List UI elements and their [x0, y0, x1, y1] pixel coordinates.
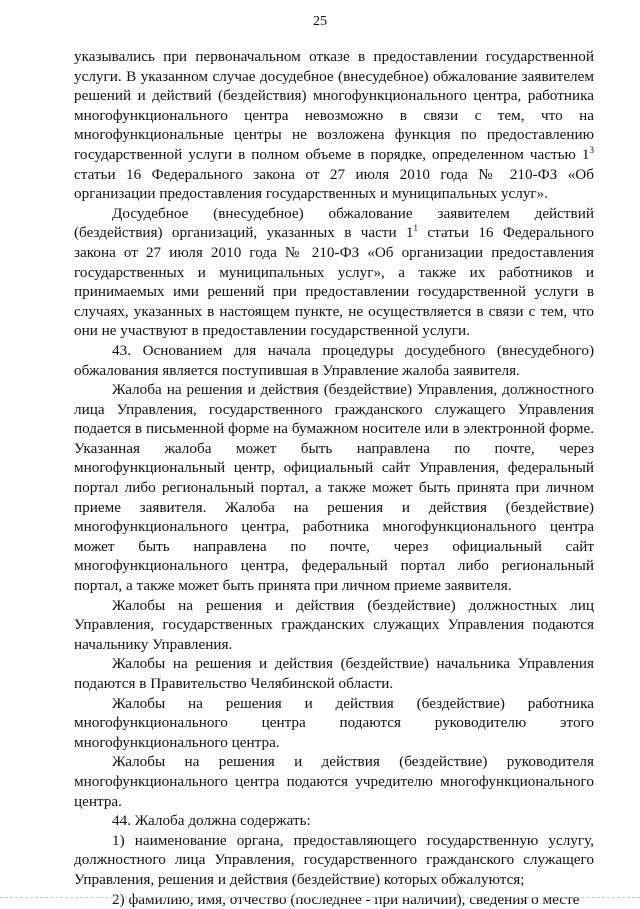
- paragraph-text: Жалобы на решения и действия (бездействие) работника многофункционального центра подаются руководителю этого многофункционального центра.: [74, 694, 594, 751]
- paragraph: [74, 811, 594, 831]
- paragraph-text: указывались при первоначальном отказе в предоставлении государственной услуги. В указанном случае досудебное (внесудебное) обжалование заявителем решений и действий (бездействия) многофункционального центра, работника многофункционального центра невозможно в связи с тем, что на многофункциональные центры не возложена функция по предоставлению государственной услуги в полном объеме в порядке, определенном частью 1: [74, 48, 594, 163]
- paragraph-text: Досудебное (внесудебное) обжалование заявителем действий (бездействия) организаций, указанных в части 1: [74, 204, 594, 242]
- paragraph-text: Жалобы на решения и действия (бездействие) должностных лиц Управления, государственных гражданских служащих Управления подаются начальнику Управления.: [74, 596, 594, 653]
- paragraph-text: Жалоба на решения и действия (бездействие) Управления, должностного лица Управления, государственного гражданского служащего Управления подается в письменной форме на бумажном носителе или в электронной форме. Указанная жалоба может быть направлена по почте, через многофункциональный центр, официальный сайт Управления, федеральный портал либо региональный портал, а также может быть принята при личном приеме заявителя. Жалоба на решения и действия (бездействие) многофункционального центра, работника многофункционального центра может быть направлена по почте, через официальный сайт многофункционального центра, федеральный портал либо региональный портал, а также может быть принята при личном приеме заявителя.: [74, 381, 594, 595]
- paragraph: [74, 380, 594, 596]
- paragraph-text: статьи 16 Федерального закона от 27 июля 2010 года № 210-ФЗ «Об организации предоставления государственных и муниципальных услуг», а также их работников и принимаемых ими решений при предоставлении государственной услуги в случаях, указанных в настоящем пункте, не осуществляется в связи с тем, что они не участвуют в предоставлении государственной услуги.: [74, 224, 594, 340]
- paragraph: [74, 654, 594, 693]
- superscript: 1: [413, 223, 419, 234]
- paragraph: [74, 596, 594, 655]
- paragraph-text: 43. Основанием для начала процедуры досудебного (внесудебного) обжалования является поступившая в Управление жалоба заявителя.: [74, 341, 594, 379]
- paragraph-text: статьи 16 Федерального закона от 27 июля 2010 года № 210-ФЗ «Об организации предоставления государственных и муниципальных услуг».: [74, 165, 594, 203]
- paragraph: [74, 694, 594, 753]
- page-bottom-divider: [0, 897, 640, 898]
- paragraph: [74, 890, 594, 909]
- document-body: [74, 47, 594, 909]
- paragraph-text: 1) наименование органа, предоставляющего государственную услугу, должностного лица Управления, государственного гражданского служащего Управления, решения и действия (бездействие) которых обжалуются;: [74, 831, 594, 888]
- page-number: 25: [313, 14, 327, 29]
- paragraph: [74, 341, 594, 380]
- superscript: 3: [589, 144, 594, 155]
- paragraph-text: 2) фамилию, имя, отчество (последнее - при наличии), сведения о месте: [112, 890, 580, 908]
- paragraph: [74, 47, 594, 204]
- paragraph-text: Жалобы на решения и действия (бездействие) начальника Управления подаются в Правительство Челябинской области.: [74, 655, 594, 692]
- paragraph-text: Жалобы на решения и действия (бездействие) руководителя многофункционального центра подаются учредителю многофункционального центра.: [74, 753, 594, 810]
- paragraph: [74, 831, 594, 890]
- paragraph: [74, 752, 594, 811]
- paragraph: [74, 204, 594, 341]
- paragraph-text: 44. Жалоба должна содержать:: [112, 812, 311, 830]
